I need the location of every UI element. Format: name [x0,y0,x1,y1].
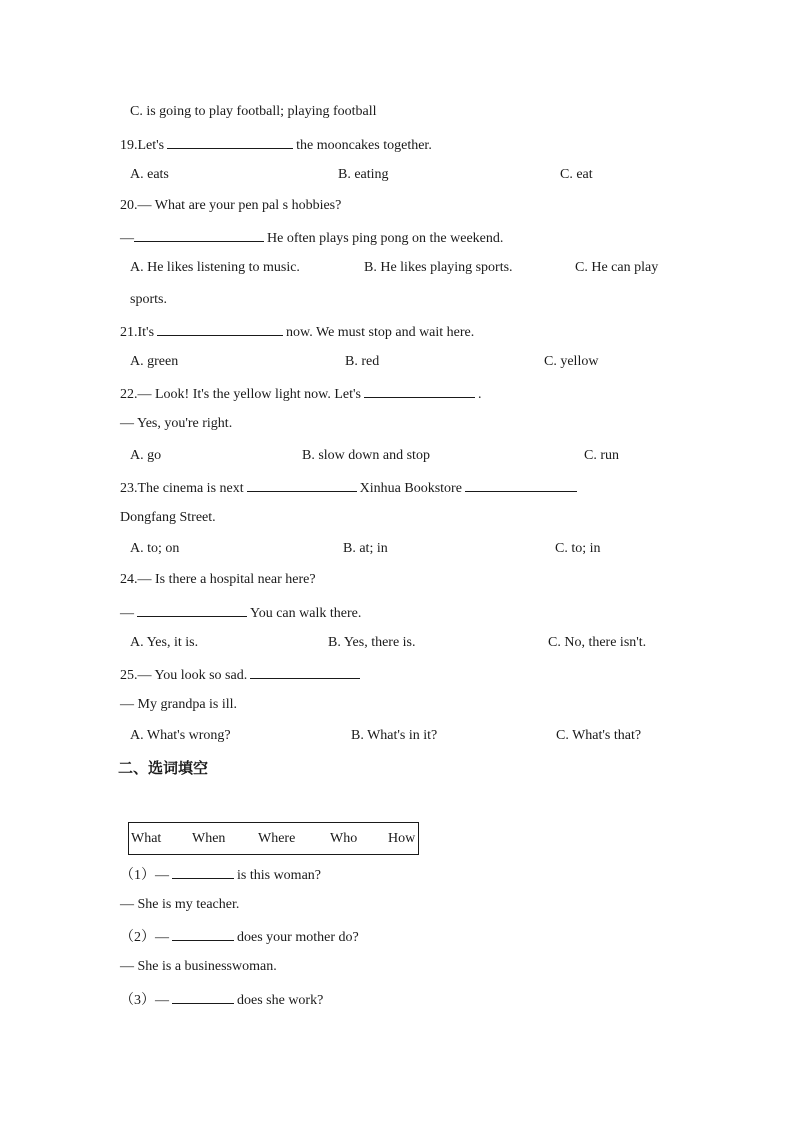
option-b[interactable]: B. eating [338,167,389,182]
q22-options [0,446,794,466]
word-bank-item: Who [330,831,358,846]
option-a[interactable]: A. eats [130,167,169,182]
option-c[interactable]: C. What's that? [556,728,642,743]
q20-options [0,258,794,278]
option-a[interactable]: A. Yes, it is. [130,635,199,650]
option-c[interactable]: C. yellow [544,354,599,369]
answer-blank[interactable] [167,134,293,149]
option-a[interactable]: A. He likes listening to music. [130,260,300,275]
q18-option-c: C. is going to play football; playing football [130,104,377,119]
option-b[interactable]: B. red [345,354,380,369]
option-b[interactable]: B. slow down and stop [302,448,430,463]
word-bank-item: Where [258,831,296,846]
q20-response: — He often plays ping pong on the weekend. [0,227,794,247]
option-a[interactable]: A. to; on [130,541,180,556]
fill-item-2: （2）— does your mother do? [0,926,794,946]
question-24: 24.— Is there a hospital near here? [120,572,316,587]
q23-options [0,539,794,559]
answer-blank[interactable] [172,864,234,879]
answer-blank[interactable] [364,383,475,398]
option-a[interactable]: A. go [130,448,162,463]
question-21: 21.It's now. We must stop and wait here. [0,321,794,341]
word-bank-item: What [131,831,162,846]
q25-options [0,726,794,746]
q25-answer: — My grandpa is ill. [120,697,238,712]
question-25: 25.— You look so sad. [0,664,794,684]
question-19: 19.Let's the mooncakes together. [0,134,794,154]
fill-item-3: （3）— does she work? [0,989,794,1009]
option-b[interactable]: B. Yes, there is. [328,635,416,650]
word-bank-box [128,822,419,855]
answer-blank[interactable] [250,664,360,679]
fill-item-1-answer: — She is my teacher. [120,897,240,912]
q21-options [0,352,794,372]
question-23: 23.The cinema is next Xinhua Bookstore [0,477,794,497]
option-b[interactable]: B. at; in [343,541,388,556]
section-title: 二、选词填空 [118,759,209,777]
q24-response: — You can walk there. [0,602,794,622]
word-bank-item: When [192,831,226,846]
option-c[interactable]: C. No, there isn't. [548,635,647,650]
fill-item-1: （1）— is this woman? [0,864,794,884]
option-c[interactable]: C. run [584,448,619,463]
option-c[interactable]: C. He can play [575,260,659,275]
answer-blank[interactable] [172,989,234,1004]
question-22: 22.— Look! It's the yellow light now. Let's . [0,383,794,403]
q20-options-wrap: sports. [130,292,167,307]
answer-blank[interactable] [134,227,264,242]
word-bank-item: How [388,831,416,846]
answer-blank[interactable] [157,321,283,336]
answer-blank-1[interactable] [247,477,357,492]
answer-blank-2[interactable] [465,477,577,492]
option-a[interactable]: A. green [130,354,179,369]
option-b[interactable]: B. He likes playing sports. [364,260,513,275]
option-c[interactable]: C. eat [560,167,593,182]
q19-options [0,165,794,185]
q24-options [0,633,794,653]
fill-item-2-answer: — She is a businesswoman. [120,959,277,974]
question-20: 20.— What are your pen pal s hobbies? [120,198,342,213]
q22-answer: — Yes, you're right. [120,416,233,431]
option-c[interactable]: C. to; in [555,541,601,556]
option-a[interactable]: A. What's wrong? [130,728,231,743]
answer-blank[interactable] [172,926,234,941]
option-b[interactable]: B. What's in it? [351,728,438,743]
answer-blank[interactable] [137,602,247,617]
q23-wrap: Dongfang Street. [120,510,216,525]
